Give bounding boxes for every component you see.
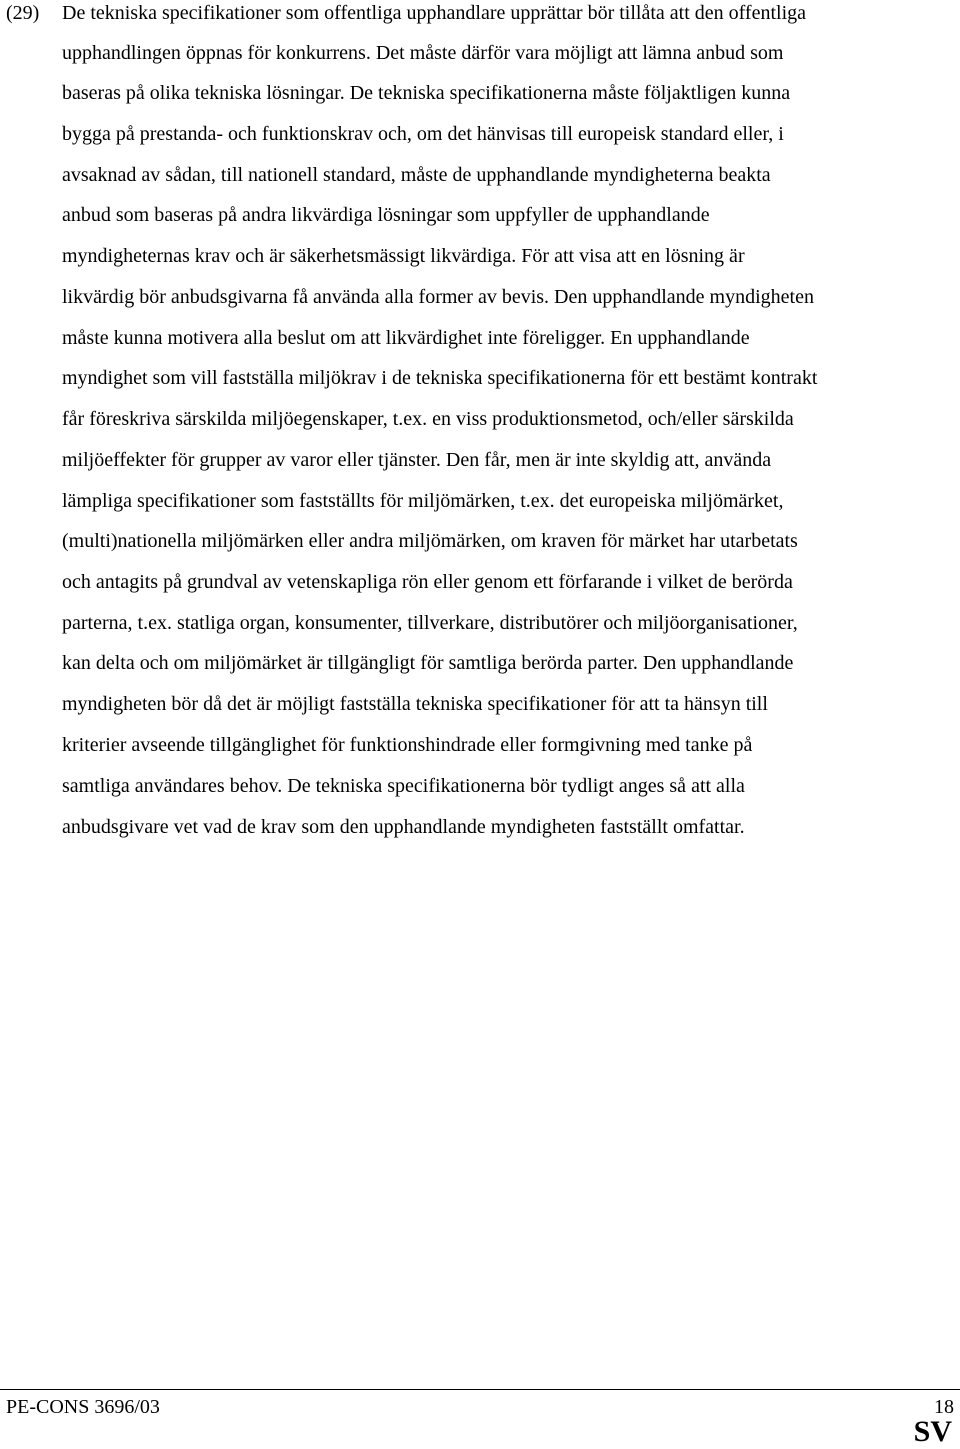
- text-line: likvärdig bör anbudsgivarna få använda alla former av bevis. Den upphandlande myndigheten: [62, 286, 814, 308]
- recital-number: (29): [6, 2, 40, 24]
- text-line: måste kunna motivera alla beslut om att likvärdighet inte föreligger. En upphandlande: [62, 327, 750, 349]
- text-line: miljöeffekter för grupper av varor eller tjänster. Den får, men är inte skyldig att, använda: [62, 449, 772, 471]
- text-line: myndigheternas krav och är säkerhetsmässigt likvärdiga. För att visa att en lösning är: [62, 245, 745, 267]
- text-line: avsaknad av sådan, till nationell standard, måste de upphandlande myndigheterna beakta: [62, 164, 771, 186]
- text-line: lämpliga specifikationer som fastställts för miljömärken, t.ex. det europeiska miljömärket,: [62, 490, 784, 512]
- text-line: myndighet som vill fastställa miljökrav i de tekniska specifikationerna för ett bestämt kontrakt: [62, 367, 818, 389]
- text-line: anbudsgivare vet vad de krav som den upphandlande myndigheten fastställt omfattar.: [62, 816, 745, 838]
- text-line: anbud som baseras på andra likvärdiga lösningar som uppfyller de upphandlande: [62, 204, 710, 226]
- text-line: myndigheten bör då det är möjligt fastställa tekniska specifikationer för att ta hänsyn till: [62, 693, 768, 715]
- page-number: 18: [934, 1396, 954, 1418]
- text-line: (multi)nationella miljömärken eller andra miljömärken, om kraven för märket har utarbetats: [62, 530, 798, 552]
- text-line: bygga på prestanda- och funktionskrav och, om det hänvisas till europeisk standard eller, i: [62, 123, 784, 145]
- text-line: får föreskriva särskilda miljöegenskaper, t.ex. en viss produktionsmetod, och/eller särskilda: [62, 408, 794, 430]
- text-line: och antagits på grundval av vetenskapliga rön eller genom ett förfarande i vilket de berörda: [62, 571, 793, 593]
- text-line: parterna, t.ex. statliga organ, konsumenter, tillverkare, distributörer och miljöorganisationer,: [62, 612, 798, 634]
- document-reference: PE-CONS 3696/03: [6, 1396, 160, 1418]
- text-line: De tekniska specifikationer som offentliga upphandlare upprättar bör tillåta att den offentliga: [62, 2, 807, 24]
- language-code: SV: [913, 1415, 952, 1448]
- text-line: kan delta och om miljömärket är tillgängligt för samtliga berörda parter. Den upphandlande: [62, 652, 794, 674]
- text-line: kriterier avseende tillgänglighet för funktionshindrade eller formgivning med tanke på: [62, 734, 753, 756]
- text-line: upphandlingen öppnas för konkurrens. Det måste därför vara möjligt att lämna anbud som: [62, 42, 784, 64]
- text-line: baseras på olika tekniska lösningar. De tekniska specifikationerna måste följaktligen kunna: [62, 82, 791, 104]
- footer-divider: [0, 1389, 960, 1390]
- text-line: samtliga användares behov. De tekniska specifikationerna bör tydligt anges så att alla: [62, 775, 745, 797]
